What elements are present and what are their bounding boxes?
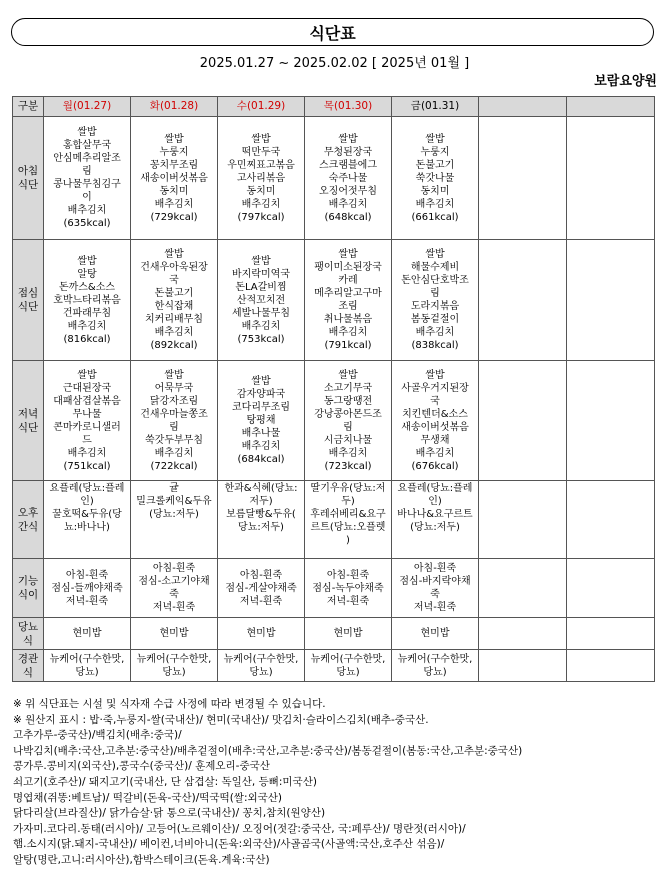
menu-item: 저녁-흰죽 [152, 602, 196, 613]
menu-cell [392, 650, 479, 682]
row-label: 점심 식단 [13, 240, 44, 361]
menu-item: 무나물 [72, 408, 102, 420]
menu-item: 뉴케어(구수한맛, [397, 653, 473, 665]
menu-item: (791kcal) [324, 340, 372, 351]
menu-item: 쌀밥 [164, 249, 184, 260]
menu-item: 바지락미역국 [232, 268, 290, 280]
note-line: 햄.소시지(닭.돼지-국내산)/ 베이컨,너비아니(돈육:외국산)/사골곰국(사골액:국산,호주산 섞음)/ [13, 838, 445, 851]
menu-item: 쌀밥 [251, 133, 271, 145]
menu-item: 배추김치 [328, 327, 368, 338]
menu-item: 배추김치 [241, 441, 281, 452]
menu-item: 아침-흰죽 [152, 563, 196, 574]
weekly-menu-table [12, 96, 655, 682]
menu-item: 동치미 [159, 185, 189, 197]
row-label: 아침 식단 [13, 117, 44, 240]
menu-item: 메추리알고구마 [314, 288, 382, 299]
menu-item: 당뇨) [336, 666, 360, 678]
menu-cell [567, 618, 655, 650]
menu-item: 아침-흰죽 [326, 569, 370, 581]
table-row [13, 650, 655, 682]
menu-item: 떡만두국 [241, 146, 281, 158]
menu-item: 림 [343, 421, 353, 433]
menu-item: 배추김치 [328, 198, 368, 210]
menu-item: 돈불고기 [415, 159, 455, 171]
menu-item: 소고기무국 [323, 382, 373, 394]
menu-cell [218, 650, 305, 682]
menu-item: 카레 [338, 275, 358, 286]
menu-item: 뉴케어(구수한맛, [223, 653, 299, 665]
menu-item: 건파래무침 [62, 307, 112, 319]
menu-item: 새송이버섯볶음 [401, 421, 469, 433]
menu-item: (838kcal) [411, 340, 459, 351]
menu-cell [131, 481, 218, 559]
menu-item: (당뇨:저두) [410, 522, 460, 533]
menu-cell [567, 650, 655, 682]
table-row [13, 559, 655, 618]
menu-item: 보름달빵&두유( [226, 509, 296, 520]
menu-item: 치킨텐더&소스 [402, 408, 468, 420]
menu-item: 쌀밥 [425, 369, 445, 381]
menu-item: 돈LA갈비찜 [235, 281, 287, 293]
menu-cell [131, 117, 218, 240]
table-body [13, 117, 655, 682]
note-line: 고추가루-중국산)/백김치(배추:중국)/ [13, 729, 182, 742]
menu-item: 강낭콩아몬드조 [314, 408, 382, 420]
menu-item: 당뇨) [249, 666, 273, 678]
menu-item: 귤 [169, 483, 179, 494]
menu-item: 쌀밥 [338, 369, 358, 381]
menu-item: 봄동겉절이 [410, 314, 460, 325]
menu-item: 당뇨) [162, 666, 186, 678]
menu-item: (797kcal) [237, 211, 285, 223]
menu-item: 쌀밥 [425, 133, 445, 145]
menu-item: 무청된장국 [323, 146, 373, 158]
menu-item: 인) [428, 496, 442, 507]
menu-item: 점심-들깨야채죽 [51, 582, 123, 594]
menu-cell [305, 481, 392, 559]
menu-item: (722kcal) [150, 460, 198, 472]
menu-cell [44, 559, 131, 618]
menu-item: 배추김치 [154, 327, 194, 338]
menu-item: 저녁-흰죽 [413, 602, 457, 613]
menu-item: 현미밥 [72, 628, 102, 639]
menu-item: 한과&식혜(당뇨: [224, 483, 298, 494]
menu-item: (723kcal) [324, 460, 372, 472]
table-row [13, 481, 655, 559]
menu-item: 쌀밥 [251, 376, 271, 387]
menu-item: 현미밥 [333, 628, 363, 639]
menu-cell [479, 481, 567, 559]
menu-item: 돈까스&소스 [58, 281, 116, 293]
menu-item: (816kcal) [63, 333, 111, 345]
menu-cell [218, 559, 305, 618]
menu-item: 쌀밥 [338, 133, 358, 145]
menu-item: 드 [82, 434, 92, 446]
menu-item: 새송이버섯볶음 [140, 172, 208, 184]
menu-item: 꿀호떡&두유(당 [52, 509, 122, 520]
menu-item: 닭강자조림 [149, 395, 199, 407]
menu-item: (753kcal) [237, 333, 285, 345]
menu-item: 두) [341, 496, 355, 507]
menu-item: (당뇨:저두) [149, 509, 199, 520]
menu-item: 건새우마늘쫑조 [140, 408, 208, 420]
menu-item: 누룽지 [420, 146, 450, 158]
day-header: 월(01.27) [44, 97, 131, 117]
menu-item: (635kcal) [63, 218, 111, 229]
menu-item: 아침-흰죽 [239, 569, 283, 581]
menu-item: 고사리볶음 [236, 172, 286, 184]
note-line: 콩가루.콩비지(외국산),콩국수(중국산)/ 훈제오리-중국산 [13, 760, 270, 773]
note-line: 나박김치(배추:국산,고추분:중국산)/배추겉절이(배추:국산,고추분:중국산)/봄동겉절이(봄동:국산,고추분:중국산) [13, 744, 523, 757]
menu-item: 대패삼겹살볶음 [53, 395, 121, 407]
menu-item: (892kcal) [150, 340, 198, 351]
menu-item: 콘마카로니샐러 [53, 421, 121, 433]
menu-item: 동치미 [246, 185, 276, 197]
menu-item: 배추김치 [328, 447, 368, 459]
menu-item: 저녁-흰죽 [239, 595, 283, 607]
menu-item: 뉴케어(구수한맛, [310, 653, 386, 665]
menu-item: 콩나물무침김구 [53, 179, 121, 190]
menu-cell [44, 650, 131, 682]
menu-item: 한식잡채 [154, 301, 194, 312]
menu-cell [44, 481, 131, 559]
menu-item: 호박느타리볶음 [53, 294, 121, 306]
menu-cell [131, 240, 218, 361]
day-header: 목(01.30) [305, 97, 392, 117]
menu-item: 당뇨) [423, 666, 447, 678]
menu-item: 배추김치 [154, 447, 194, 459]
menu-cell [567, 117, 655, 240]
menu-item: 동치미 [420, 185, 450, 197]
menu-cell [392, 618, 479, 650]
note-line: 가자미.코다리.동태(러시아)/ 고등어(노르웨이산)/ 오징어(젓갈:중국산, 국:페루산)/ 명란젓(러시아)/ [13, 822, 466, 835]
menu-item: 당뇨:저두) [238, 522, 284, 533]
menu-item: 쌀밥 [338, 249, 358, 260]
menu-item: ) [346, 535, 350, 546]
menu-item: 조림 [338, 301, 358, 312]
menu-cell [479, 117, 567, 240]
menu-cell [392, 240, 479, 361]
row-label: 기능 식이 [13, 559, 44, 618]
menu-item: 근대된장국 [62, 382, 112, 394]
menu-item: 점심-녹두야채죽 [312, 582, 384, 594]
menu-cell [567, 240, 655, 361]
menu-item: (676kcal) [411, 460, 459, 472]
menu-item: 오징어젓무침 [319, 185, 377, 197]
menu-item: 저녁-흰죽 [65, 595, 109, 607]
note-line: 알탕(명란,고니:러시아산),함박스테이크(돈육.계육:국산) [13, 853, 270, 866]
day-header [479, 97, 567, 117]
menu-item: 쌀밥 [77, 369, 97, 381]
menu-item: 시금치나물 [323, 434, 373, 446]
menu-cell [218, 481, 305, 559]
menu-item: 쌀밥 [164, 133, 184, 145]
menu-item: 저두) [249, 496, 273, 507]
menu-cell [392, 361, 479, 481]
menu-item: 도라지볶음 [410, 301, 460, 312]
menu-item: 쌀밥 [251, 255, 271, 267]
menu-item: 국 [430, 395, 440, 407]
menu-item: 쑥갓두부무침 [145, 434, 203, 446]
menu-item: 현미밥 [159, 628, 189, 639]
menu-item: 홍합살무국 [62, 140, 112, 151]
menu-item: 세발나물무침 [232, 307, 290, 319]
menu-item: 당뇨) [75, 666, 99, 678]
menu-cell [131, 361, 218, 481]
menu-item: 딸기우유(당뇨:저 [310, 483, 386, 494]
menu-item: 죽 [169, 589, 179, 600]
menu-item: 안심메추리알조 [53, 153, 121, 164]
day-header: 화(01.28) [131, 97, 218, 117]
menu-cell [305, 618, 392, 650]
menu-cell [305, 117, 392, 240]
menu-item: 현미밥 [420, 628, 450, 639]
menu-item: 림 [82, 166, 92, 177]
menu-item: 무생채 [420, 434, 450, 446]
menu-cell [479, 650, 567, 682]
menu-cell [305, 361, 392, 481]
menu-period: 2025.01.27 ~ 2025.02.02 [ 2025년 01월 ] [199, 56, 470, 71]
menu-item: (648kcal) [324, 211, 372, 223]
note-line: 쇠고기(호주산)/ 돼지고기(국내산, 단 삼겹살: 독일산, 등뼈:미국산) [13, 775, 317, 788]
day-header: 수(01.29) [218, 97, 305, 117]
menu-cell [479, 361, 567, 481]
menu-item: 요플레(당뇨:플레 [397, 483, 473, 494]
menu-item: 배추김치 [415, 198, 455, 210]
title-box [11, 18, 654, 46]
menu-item: 누룽지 [159, 146, 189, 158]
menu-item: 취나물볶음 [323, 314, 373, 325]
menu-cell [305, 650, 392, 682]
menu-item: 치커리배무침 [145, 314, 203, 325]
menu-cell [218, 240, 305, 361]
menu-cell [218, 117, 305, 240]
menu-item: 쑥갓나물 [415, 172, 455, 184]
menu-cell [218, 618, 305, 650]
menu-item: 죽 [430, 589, 440, 600]
menu-item: 배추김치 [67, 205, 107, 216]
menu-item: 점심-바지락야채 [399, 576, 471, 587]
menu-item: 숙주나물 [328, 172, 368, 184]
menu-item: 배추김치 [415, 327, 455, 338]
menu-item: 배추나물 [241, 428, 281, 439]
menu-item: 감자양파국 [236, 389, 286, 400]
menu-item: 우민찌표고볶음 [227, 159, 295, 171]
menu-cell [479, 618, 567, 650]
menu-item: 림 [430, 288, 440, 299]
menu-item: 림 [169, 421, 179, 433]
table-row [13, 117, 655, 240]
menu-item: 뉴케어(구수한맛, [49, 653, 125, 665]
menu-item: 르트(당뇨:오플렛 [310, 522, 386, 533]
menu-item: 이 [82, 192, 92, 203]
menu-item: 팽이미소된장국 [314, 262, 382, 273]
menu-item: 배추김치 [241, 320, 281, 332]
menu-item: 저녁-흰죽 [326, 595, 370, 607]
note-line: 명엽채(쥐똥:베트남)/ 떡갈비(돈육-국산)/떡국떡(쌀:외국산) [13, 791, 283, 804]
menu-item: 바나나&요구르트 [397, 509, 473, 520]
menu-item: 밀크롤케익&두유 [136, 496, 212, 507]
menu-item: 현미밥 [246, 628, 276, 639]
table-row [13, 618, 655, 650]
table-row [13, 240, 655, 361]
menu-item: 배추김치 [67, 320, 107, 332]
menu-item: 배추김치 [154, 198, 194, 210]
table-row [13, 361, 655, 481]
facility-name: 보람요양원 [594, 74, 657, 89]
menu-item: 점심-게살야채죽 [225, 582, 297, 594]
menu-item: 뇨:바나나) [64, 522, 110, 533]
menu-item: 해물수제비 [410, 262, 460, 273]
menu-cell [392, 117, 479, 240]
day-header: 금(01.31) [392, 97, 479, 117]
menu-item: 요플레(당뇨:플레 [49, 483, 125, 494]
row-label: 당뇨 식 [13, 618, 44, 650]
menu-item: 꽁치무조림 [149, 159, 199, 171]
menu-item: 스크램블에그 [319, 159, 377, 171]
menu-item: 뉴케어(구수한맛, [136, 653, 212, 665]
menu-item: 건새우아욱된장 [140, 262, 208, 273]
header-corner: 구분 [13, 97, 44, 117]
note-line: ※ 위 식단표는 시설 및 식자재 수급 사정에 따라 변경될 수 있습니다. [13, 698, 326, 710]
menu-item: 쌀밥 [77, 127, 97, 138]
day-header [567, 97, 655, 117]
menu-item: 점심-소고기야채 [138, 576, 210, 587]
menu-item: 알탕 [77, 268, 97, 280]
menu-item: 쌀밥 [425, 249, 445, 260]
menu-cell [218, 361, 305, 481]
menu-cell [567, 481, 655, 559]
menu-item: 쌀밥 [164, 369, 184, 381]
menu-cell [392, 559, 479, 618]
menu-cell [44, 361, 131, 481]
menu-cell [567, 361, 655, 481]
menu-cell [392, 481, 479, 559]
menu-item: 아침-흰죽 [65, 569, 109, 581]
row-label: 오후 간식 [13, 481, 44, 559]
note-line: ※ 원산지 표시 : 밥·죽,누룽지-쌀(국내산)/ 현미(국내산)/ 맛김치·슬라이스김치(배추-중국산. [13, 713, 429, 726]
menu-cell [131, 559, 218, 618]
menu-cell [44, 117, 131, 240]
page-title: 식단표 [309, 23, 356, 43]
menu-item: 돈안심단호박조 [401, 275, 469, 286]
menu-item: 국 [169, 275, 179, 286]
note-line: 닭다리살(브라질산)/ 닭가슴살·닭 통으로(국내산)/ 꽁치,참치(원양산) [13, 807, 326, 820]
menu-item: 탕평채 [246, 415, 276, 426]
menu-item: 쌀밥 [77, 255, 97, 267]
menu-cell [131, 618, 218, 650]
menu-item: (684kcal) [237, 454, 285, 465]
menu-item: (729kcal) [150, 211, 198, 223]
menu-item: 아침-흰죽 [413, 563, 457, 574]
menu-item: 사골우거지된장 [401, 382, 469, 394]
menu-item: 후레쉬베리&요구 [310, 509, 386, 520]
menu-item: 배추김치 [67, 447, 107, 459]
menu-cell [567, 559, 655, 618]
row-label: 경관 식 [13, 650, 44, 682]
menu-cell [44, 240, 131, 361]
menu-cell [479, 240, 567, 361]
menu-cell [305, 559, 392, 618]
menu-item: 동그랑땡전 [323, 395, 373, 407]
row-label: 저녁 식단 [13, 361, 44, 481]
menu-item: 산적꼬치전 [236, 294, 286, 306]
menu-item: (751kcal) [63, 460, 111, 472]
menu-cell [131, 650, 218, 682]
menu-item: 배추김치 [241, 198, 281, 210]
menu-cell [305, 240, 392, 361]
menu-item: 코다리무조림 [232, 402, 290, 413]
menu-item: 인) [80, 496, 94, 507]
notes-section [13, 697, 663, 869]
menu-item: 돈불고기 [154, 288, 194, 299]
menu-cell [44, 618, 131, 650]
table-header-row [13, 97, 655, 117]
menu-item: 어묵무국 [154, 382, 194, 394]
menu-item: 배추김치 [415, 447, 455, 459]
menu-item: (661kcal) [411, 211, 459, 223]
menu-cell [479, 559, 567, 618]
